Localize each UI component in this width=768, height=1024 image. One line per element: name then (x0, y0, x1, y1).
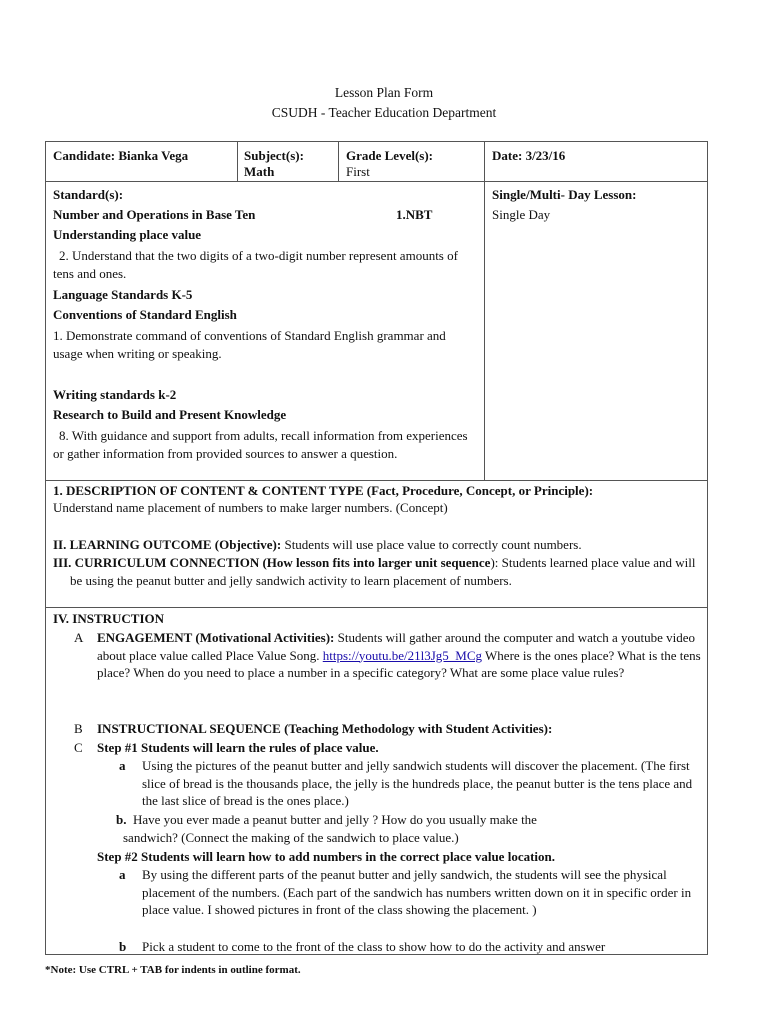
engagement-text1: Students will gather around the computer and watch a youtube video about place value called Place Value Song. (97, 630, 696, 663)
section2-text: Students will use place value to correctly count numbers. (284, 537, 582, 552)
video-link[interactable]: https://youtu.be/21l3Jg5_MCg (322, 647, 483, 663)
place-value-text: 2. Understand that the two digits of a two-digit number represent amounts of tens and ones. (53, 248, 458, 281)
table-border-top (45, 141, 708, 142)
row-divider (45, 181, 708, 182)
step2-a-marker: a (119, 867, 126, 882)
candidate-name: Candidate: Bianka Vega (53, 148, 189, 163)
research-text: 8. With guidance and support from adults, recall information from experiences or gather information from provided sources to answer a question. (53, 428, 468, 461)
marker-b: B (74, 721, 83, 736)
section2 (53, 536, 582, 554)
section3-heading: III. CURRICULUM CONNECTION (How lesson fits into larger unit sequence (53, 555, 491, 570)
form-title: Lesson Plan Form (334, 85, 434, 100)
standards-label: Standard(s): (53, 187, 124, 202)
table-border-bottom (45, 954, 708, 955)
section1-heading: 1. DESCRIPTION OF CONTENT & CONTENT TYPE (Fact, Procedure, Concept, or Principle): (53, 483, 594, 498)
col-divider (338, 141, 339, 181)
place-value-heading: Understanding place value (53, 227, 202, 242)
conventions-text: 1. Demonstrate command of conventions of Standard English grammar and usage when writing or speaking. (53, 328, 446, 361)
col-divider (484, 141, 485, 480)
nbt-heading: Number and Operations in Base Ten (53, 207, 256, 222)
engagement-heading: ENGAGEMENT (Motivational Activities): (97, 630, 335, 645)
step2-heading: Step #2 Students will learn how to add numbers in the correct place value location. (97, 849, 556, 864)
engagement-text2: Where is the ones place? What is the tens place? When do you need to place a number in a specific category? What are some place value rules? (97, 647, 701, 680)
section2-heading: II. LEARNING OUTCOME (Objective): (53, 537, 282, 552)
step2-b-marker: b (119, 939, 127, 954)
row-divider (45, 480, 708, 481)
footer-note: *Note: Use CTRL + TAB for indents in outline format. (45, 964, 301, 976)
section1-text: Understand name placement of numbers to make larger numbers. (Concept) (53, 500, 448, 515)
step2-b-text: Pick a student to come to the front of the class to show how to do the activity and answer (142, 939, 606, 954)
grade-label: Grade Level(s): (346, 148, 434, 163)
sequence-heading: INSTRUCTIONAL SEQUENCE (Teaching Methodology with Student Activities): (97, 721, 553, 736)
step1-b-text1: Have you ever made a peanut butter and jelly ? How do you usually make the (133, 812, 537, 827)
table-border-right (707, 141, 708, 955)
conventions-heading: Conventions of Standard English (53, 307, 237, 322)
form-subtitle: CSUDH - Teacher Education Department (271, 105, 497, 120)
step1-a-text: Using the pictures of the peanut butter and jelly sandwich students will discover the placement. (The first slice of bread is the thousands place, the jelly is the hundreds place, the peanut butter is the tens place and the last slice of bread is the ones place.) (142, 758, 693, 808)
language-heading: Language Standards K-5 (53, 287, 193, 302)
lesson-date: Date: 3/23/16 (492, 148, 566, 163)
section3-text: ): Students learned place value and will be using the peanut butter and jelly sandwich activity to learn placement of numbers. (70, 555, 696, 588)
writing-heading: Writing standards k-2 (53, 387, 177, 402)
step1-heading: Step #1 Students will learn the rules of place value. (97, 740, 379, 755)
marker-c: C (74, 740, 83, 755)
subject-label: Subject(s): (244, 148, 304, 163)
grade-value: First (346, 164, 370, 179)
nbt-code: 1.NBT (396, 207, 433, 222)
table-border-left (45, 141, 46, 955)
subject-value: Math (244, 164, 275, 179)
step1-b-marker: b. (116, 812, 127, 827)
section3 (53, 554, 710, 589)
col-divider (237, 141, 238, 181)
lesson-type-value: Single Day (492, 207, 551, 222)
step1-b-text2: sandwich? (Connect the making of the sandwich to place value.) (123, 830, 459, 845)
research-heading: Research to Build and Present Knowledge (53, 407, 287, 422)
step1-a-marker: a (119, 758, 126, 773)
section4-heading: IV. INSTRUCTION (53, 611, 165, 626)
step2-a-text: By using the different parts of the peanut butter and jelly sandwich, the students will see the physical placement of the numbers. (Each part of the sandwich has numbers written down on it in specific order in place value. I showed pictures in front of the class showing the placement. ) (142, 867, 692, 917)
engagement-block (97, 629, 702, 682)
row-divider (45, 607, 708, 608)
lesson-type-label: Single/Multi- Day Lesson: (492, 187, 637, 202)
marker-a: A (74, 630, 84, 645)
